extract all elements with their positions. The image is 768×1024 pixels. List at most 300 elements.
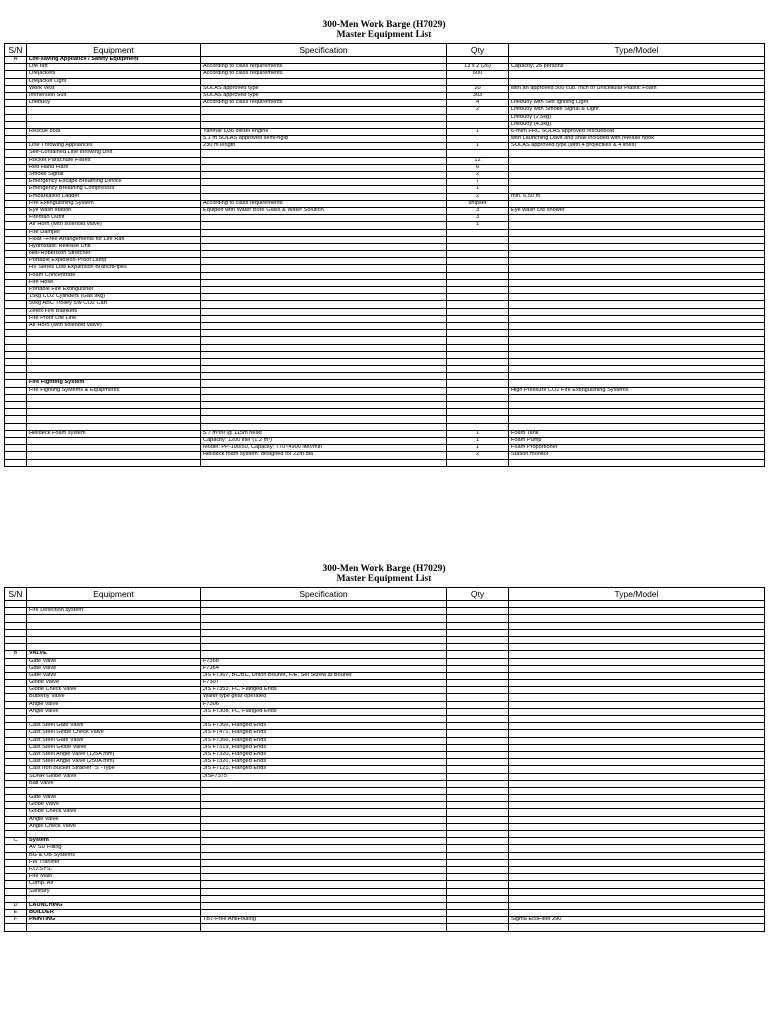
table-row — [5, 608, 765, 615]
cell-specification — [201, 809, 447, 816]
cell-specification — [201, 838, 447, 845]
table-row — [5, 114, 765, 121]
table-row — [5, 157, 765, 164]
cell-type-model — [509, 708, 765, 715]
cell-qty — [447, 622, 509, 629]
table-row — [5, 100, 765, 107]
cell-qty: 1 — [447, 186, 509, 193]
cell-type-model — [509, 57, 765, 64]
cell-equipment — [27, 373, 201, 380]
cell-type-model — [509, 838, 765, 845]
cell-type-model — [509, 787, 765, 794]
cell-specification — [201, 179, 447, 186]
cell-qty — [447, 845, 509, 852]
cell-specification — [201, 787, 447, 794]
cell-specification: JIS F7319, Flanged Ends — [201, 744, 447, 751]
table-row — [5, 265, 765, 272]
cell-type-model — [509, 672, 765, 679]
document-subtitle: Master Equipment List — [336, 30, 432, 40]
cell-specification — [201, 222, 447, 229]
cell-sn — [5, 366, 27, 373]
cell-equipment: System — [27, 838, 201, 845]
cell-sn — [5, 164, 27, 171]
table-row — [5, 773, 765, 780]
table-row — [5, 823, 765, 830]
table-row — [5, 672, 765, 679]
cell-type-model: Lifebuoy with Self Igniting Light — [509, 100, 765, 107]
cell-type-model — [509, 881, 765, 888]
cell-type-model — [509, 366, 765, 373]
table-row — [5, 200, 765, 207]
cell-qty — [447, 78, 509, 85]
cell-equipment: Cast Steel Angle Valve (125A mm) — [27, 751, 201, 758]
cell-specification — [201, 150, 447, 157]
cell-equipment — [27, 636, 201, 643]
cell-qty — [447, 708, 509, 715]
cell-qty — [447, 358, 509, 365]
cell-qty — [447, 423, 509, 430]
cell-type-model — [509, 236, 765, 243]
cell-specification — [201, 601, 447, 608]
cell-type-model — [509, 795, 765, 802]
cell-qty: 12 — [447, 157, 509, 164]
cell-sn — [5, 229, 27, 236]
cell-sn: B — [5, 651, 27, 658]
cell-sn — [5, 459, 27, 466]
table-row — [5, 744, 765, 751]
cell-equipment: Portable Explosion-Proof Lamp — [27, 258, 201, 265]
cell-type-model — [509, 687, 765, 694]
cell-specification — [201, 78, 447, 85]
cell-sn — [5, 236, 27, 243]
cell-equipment: Cast Steel Gate Valve — [27, 737, 201, 744]
cell-qty — [447, 838, 509, 845]
cell-type-model — [509, 164, 765, 171]
table-row — [5, 795, 765, 802]
cell-specification: According to class requirements — [201, 71, 447, 78]
cell-type-model — [509, 651, 765, 658]
cell-sn — [5, 831, 27, 838]
table-row — [5, 85, 765, 92]
cell-sn — [5, 744, 27, 751]
cell-type-model — [509, 294, 765, 301]
cell-type-model — [509, 852, 765, 859]
cell-specification — [201, 924, 447, 931]
table-row — [5, 57, 765, 64]
cell-specification — [201, 258, 447, 265]
cell-qty — [447, 308, 509, 315]
cell-equipment: Ball Valve — [27, 780, 201, 787]
cell-specification — [201, 294, 447, 301]
cell-specification: JIS F7367, BC/BC, Union Bounet, F/E, Set Screw at Bounet — [201, 672, 447, 679]
cell-qty — [447, 236, 509, 243]
cell-sn — [5, 708, 27, 715]
cell-equipment: Angle Valve — [27, 701, 201, 708]
cell-sn — [5, 409, 27, 416]
document-subtitle: Master Equipment List — [336, 574, 432, 584]
cell-type-model — [509, 910, 765, 917]
cell-sn — [5, 437, 27, 444]
table-row — [5, 294, 765, 301]
cell-equipment: Gate Valve — [27, 665, 201, 672]
cell-specification — [201, 236, 447, 243]
cell-sn — [5, 222, 27, 229]
cell-specification: JISF7375 — [201, 773, 447, 780]
cell-qty — [447, 615, 509, 622]
cell-type-model: Eye wash c/w shower — [509, 207, 765, 214]
cell-type-model — [509, 373, 765, 380]
cell-sn — [5, 272, 27, 279]
equipment-list-page-1 — [4, 20, 764, 467]
cell-sn — [5, 780, 27, 787]
cell-specification: Yanmar D36 diesel engine — [201, 128, 447, 135]
cell-qty — [447, 744, 509, 751]
table-row — [5, 831, 765, 838]
cell-type-model — [509, 680, 765, 687]
cell-equipment: Fire Fighting System — [27, 380, 201, 387]
cell-sn — [5, 895, 27, 902]
cell-qty: 2 — [447, 193, 509, 200]
cell-specification: JIS F7471, Flanged Ends — [201, 730, 447, 737]
cell-type-model — [509, 601, 765, 608]
cell-specification — [201, 888, 447, 895]
table-row — [5, 143, 765, 150]
cell-type-model — [509, 665, 765, 672]
cell-sn — [5, 622, 27, 629]
cell-qty: 303 — [447, 92, 509, 99]
cell-sn — [5, 186, 27, 193]
cell-sn — [5, 143, 27, 150]
cell-qty — [447, 344, 509, 351]
cell-equipment — [27, 136, 201, 143]
cell-sn — [5, 737, 27, 744]
cell-specification — [201, 615, 447, 622]
cell-type-model — [509, 766, 765, 773]
table-row — [5, 409, 765, 416]
table-row — [5, 895, 765, 902]
cell-sn: C — [5, 838, 27, 845]
cell-specification — [201, 215, 447, 222]
table-row — [5, 330, 765, 337]
cell-sn — [5, 608, 27, 615]
cell-specification: JIS F7308, FC, Flanged Ends — [201, 708, 447, 715]
cell-sn — [5, 802, 27, 809]
cell-qty — [447, 701, 509, 708]
table-row — [5, 651, 765, 658]
table-row — [5, 344, 765, 351]
cell-qty — [447, 672, 509, 679]
table-row — [5, 272, 765, 279]
cell-type-model — [509, 380, 765, 387]
cell-sn — [5, 373, 27, 380]
table-row — [5, 394, 765, 401]
equipment-list-page-2 — [4, 564, 764, 932]
cell-qty — [447, 780, 509, 787]
cell-specification — [201, 251, 447, 258]
table-body — [5, 57, 765, 467]
cell-equipment: Self-Contained Line throwing Unit — [27, 150, 201, 157]
table-row — [5, 445, 765, 452]
cell-sn — [5, 200, 27, 207]
table-row — [5, 658, 765, 665]
cell-qty: 3 — [447, 207, 509, 214]
cell-type-model — [509, 229, 765, 236]
cell-type-model — [509, 744, 765, 751]
cell-equipment: Work Vest — [27, 85, 201, 92]
cell-equipment: Life raft — [27, 64, 201, 71]
cell-qty — [447, 394, 509, 401]
table-row — [5, 874, 765, 881]
cell-equipment: HV Series Low Expansion BranchPipes — [27, 265, 201, 272]
table-row — [5, 723, 765, 730]
cell-specification — [201, 644, 447, 651]
cell-type-model — [509, 874, 765, 881]
table-row — [5, 301, 765, 308]
cell-sn — [5, 100, 27, 107]
cell-equipment: Air Horn (with solenoid valve) — [27, 222, 201, 229]
table-row — [5, 358, 765, 365]
cell-specification — [201, 816, 447, 823]
table-row — [5, 629, 765, 636]
cell-equipment: Sanitary — [27, 888, 201, 895]
cell-sn — [5, 723, 27, 730]
cell-specification: F7306 — [201, 701, 447, 708]
table-row — [5, 258, 765, 265]
cell-equipment: Smoke Signal — [27, 172, 201, 179]
cell-type-model: Foam Proportioner — [509, 445, 765, 452]
cell-type-model — [509, 150, 765, 157]
cell-sn — [5, 658, 27, 665]
cell-specification — [201, 622, 447, 629]
cell-specification — [201, 651, 447, 658]
cell-type-model — [509, 895, 765, 902]
table-row — [5, 351, 765, 358]
cell-equipment — [27, 394, 201, 401]
cell-qty — [447, 802, 509, 809]
cell-equipment — [27, 416, 201, 423]
cell-equipment — [27, 107, 201, 114]
cell-specification — [201, 344, 447, 351]
cell-qty — [447, 322, 509, 329]
cell-equipment: Air Horn (with solenoid valve) — [27, 322, 201, 329]
cell-equipment: Rocket Parachute Flares — [27, 157, 201, 164]
cell-equipment — [27, 409, 201, 416]
cell-specification: According to class requirements — [201, 64, 447, 71]
cell-sn — [5, 644, 27, 651]
cell-qty — [447, 279, 509, 286]
table-row — [5, 888, 765, 895]
cell-qty — [447, 150, 509, 157]
cell-sn — [5, 423, 27, 430]
document-title: 300-Men Work Barge (H7029) — [322, 20, 446, 30]
cell-equipment — [27, 629, 201, 636]
cell-specification: According to class requirements — [201, 100, 447, 107]
cell-type-model: Capacity: 25 persons — [509, 64, 765, 71]
cell-specification — [201, 172, 447, 179]
cell-sn: D — [5, 902, 27, 909]
cell-type-model — [509, 636, 765, 643]
cell-specification — [201, 279, 447, 286]
cell-type-model — [509, 394, 765, 401]
cell-sn: E — [5, 910, 27, 917]
cell-qty — [447, 730, 509, 737]
cell-qty — [447, 687, 509, 694]
cell-sn — [5, 430, 27, 437]
cell-type-model — [509, 759, 765, 766]
cell-specification — [201, 716, 447, 723]
cell-type-model — [509, 179, 765, 186]
cell-qty: 600 — [447, 71, 509, 78]
cell-type-model — [509, 423, 765, 430]
cell-qty — [447, 121, 509, 128]
cell-sn — [5, 92, 27, 99]
cell-qty: 1 — [447, 143, 509, 150]
cell-type-model — [509, 409, 765, 416]
table-row — [5, 172, 765, 179]
cell-sn — [5, 279, 27, 286]
table-row — [5, 71, 765, 78]
cell-qty — [447, 888, 509, 895]
cell-specification — [201, 107, 447, 114]
cell-type-model: with Launching Davit and shall included with release hook — [509, 136, 765, 143]
cell-type-model: Foam Tank — [509, 430, 765, 437]
table-row — [5, 665, 765, 672]
cell-sn — [5, 615, 27, 622]
cell-equipment — [27, 402, 201, 409]
cell-qty — [447, 917, 509, 924]
table-row — [5, 759, 765, 766]
cell-qty — [447, 737, 509, 744]
cell-type-model — [509, 716, 765, 723]
table-row — [5, 150, 765, 157]
cell-qty — [447, 258, 509, 265]
table-row — [5, 308, 765, 315]
cell-equipment: Cast Steel Globe Check Valve — [27, 730, 201, 737]
cell-equipment — [27, 615, 201, 622]
cell-specification: SOLAS approved type — [201, 85, 447, 92]
cell-sn — [5, 251, 27, 258]
cell-equipment — [27, 330, 201, 337]
cell-type-model: SOLAS approved type (with 4 projectiles & 4 lines) — [509, 143, 765, 150]
cell-specification — [201, 416, 447, 423]
cell-equipment — [27, 358, 201, 365]
table-row — [5, 64, 765, 71]
cell-qty — [447, 881, 509, 888]
cell-equipment: PAINTING — [27, 917, 201, 924]
cell-sn — [5, 452, 27, 459]
cell-qty — [447, 229, 509, 236]
cell-specification: Helideck foam system: designed for 22m dia — [201, 452, 447, 459]
table-row — [5, 816, 765, 823]
table-row — [5, 373, 765, 380]
table-row — [5, 92, 765, 99]
header-qty: Qty — [447, 588, 509, 601]
cell-sn — [5, 601, 27, 608]
cell-equipment: Helideck Foam system — [27, 430, 201, 437]
cell-qty — [447, 723, 509, 730]
cell-qty — [447, 773, 509, 780]
cell-specification — [201, 330, 447, 337]
cell-specification — [201, 845, 447, 852]
cell-sn — [5, 193, 27, 200]
cell-qty — [447, 387, 509, 394]
cell-type-model — [509, 351, 765, 358]
cell-type-model — [509, 243, 765, 250]
cell-specification — [201, 337, 447, 344]
table-row — [5, 838, 765, 845]
table-row — [5, 701, 765, 708]
table-header-row — [5, 44, 765, 57]
cell-sn — [5, 157, 27, 164]
table-row — [5, 229, 765, 236]
table-row — [5, 924, 765, 931]
table-row — [5, 164, 765, 171]
cell-sn — [5, 121, 27, 128]
cell-specification — [201, 402, 447, 409]
cell-qty — [447, 380, 509, 387]
cell-equipment: VALVE — [27, 651, 201, 658]
table-row — [5, 236, 765, 243]
cell-specification: F7307 — [201, 680, 447, 687]
cell-equipment: Line Throwing Appliances — [27, 143, 201, 150]
cell-qty — [447, 831, 509, 838]
table-row — [5, 179, 765, 186]
cell-specification: JIS F7121, Flanged Ends — [201, 766, 447, 773]
cell-specification: 5.7 m³/hr @ 115m head — [201, 430, 447, 437]
table-row — [5, 751, 765, 758]
table-row — [5, 636, 765, 643]
table-row — [5, 251, 765, 258]
cell-specification — [201, 423, 447, 430]
cell-equipment: FW Transfer — [27, 859, 201, 866]
cell-sn: F — [5, 917, 27, 924]
table-row — [5, 322, 765, 329]
cell-equipment: Red Hand Flare — [27, 164, 201, 171]
cell-specification — [201, 287, 447, 294]
cell-equipment: F.O.SYS. — [27, 866, 201, 873]
cell-type-model — [509, 694, 765, 701]
cell-sn — [5, 416, 27, 423]
cell-specification — [201, 186, 447, 193]
cell-specification — [201, 358, 447, 365]
header-specification: Specification — [201, 44, 447, 57]
cell-qty: 6 — [447, 164, 509, 171]
table-row — [5, 708, 765, 715]
cell-sn — [5, 85, 27, 92]
cell-sn — [5, 315, 27, 322]
cell-equipment — [27, 924, 201, 931]
cell-qty — [447, 902, 509, 909]
cell-type-model — [509, 459, 765, 466]
table-row — [5, 193, 765, 200]
cell-qty — [447, 601, 509, 608]
table-row — [5, 622, 765, 629]
cell-qty — [447, 294, 509, 301]
table-row — [5, 430, 765, 437]
cell-type-model — [509, 272, 765, 279]
table-row — [5, 716, 765, 723]
cell-sn — [5, 795, 27, 802]
cell-type-model — [509, 737, 765, 744]
cell-specification — [201, 802, 447, 809]
cell-equipment: BUILDER — [27, 910, 201, 917]
cell-specification — [201, 823, 447, 830]
cell-qty — [447, 866, 509, 873]
cell-qty: 1 — [447, 222, 509, 229]
cell-type-model — [509, 809, 765, 816]
cell-sn — [5, 294, 27, 301]
cell-type-model — [509, 172, 765, 179]
